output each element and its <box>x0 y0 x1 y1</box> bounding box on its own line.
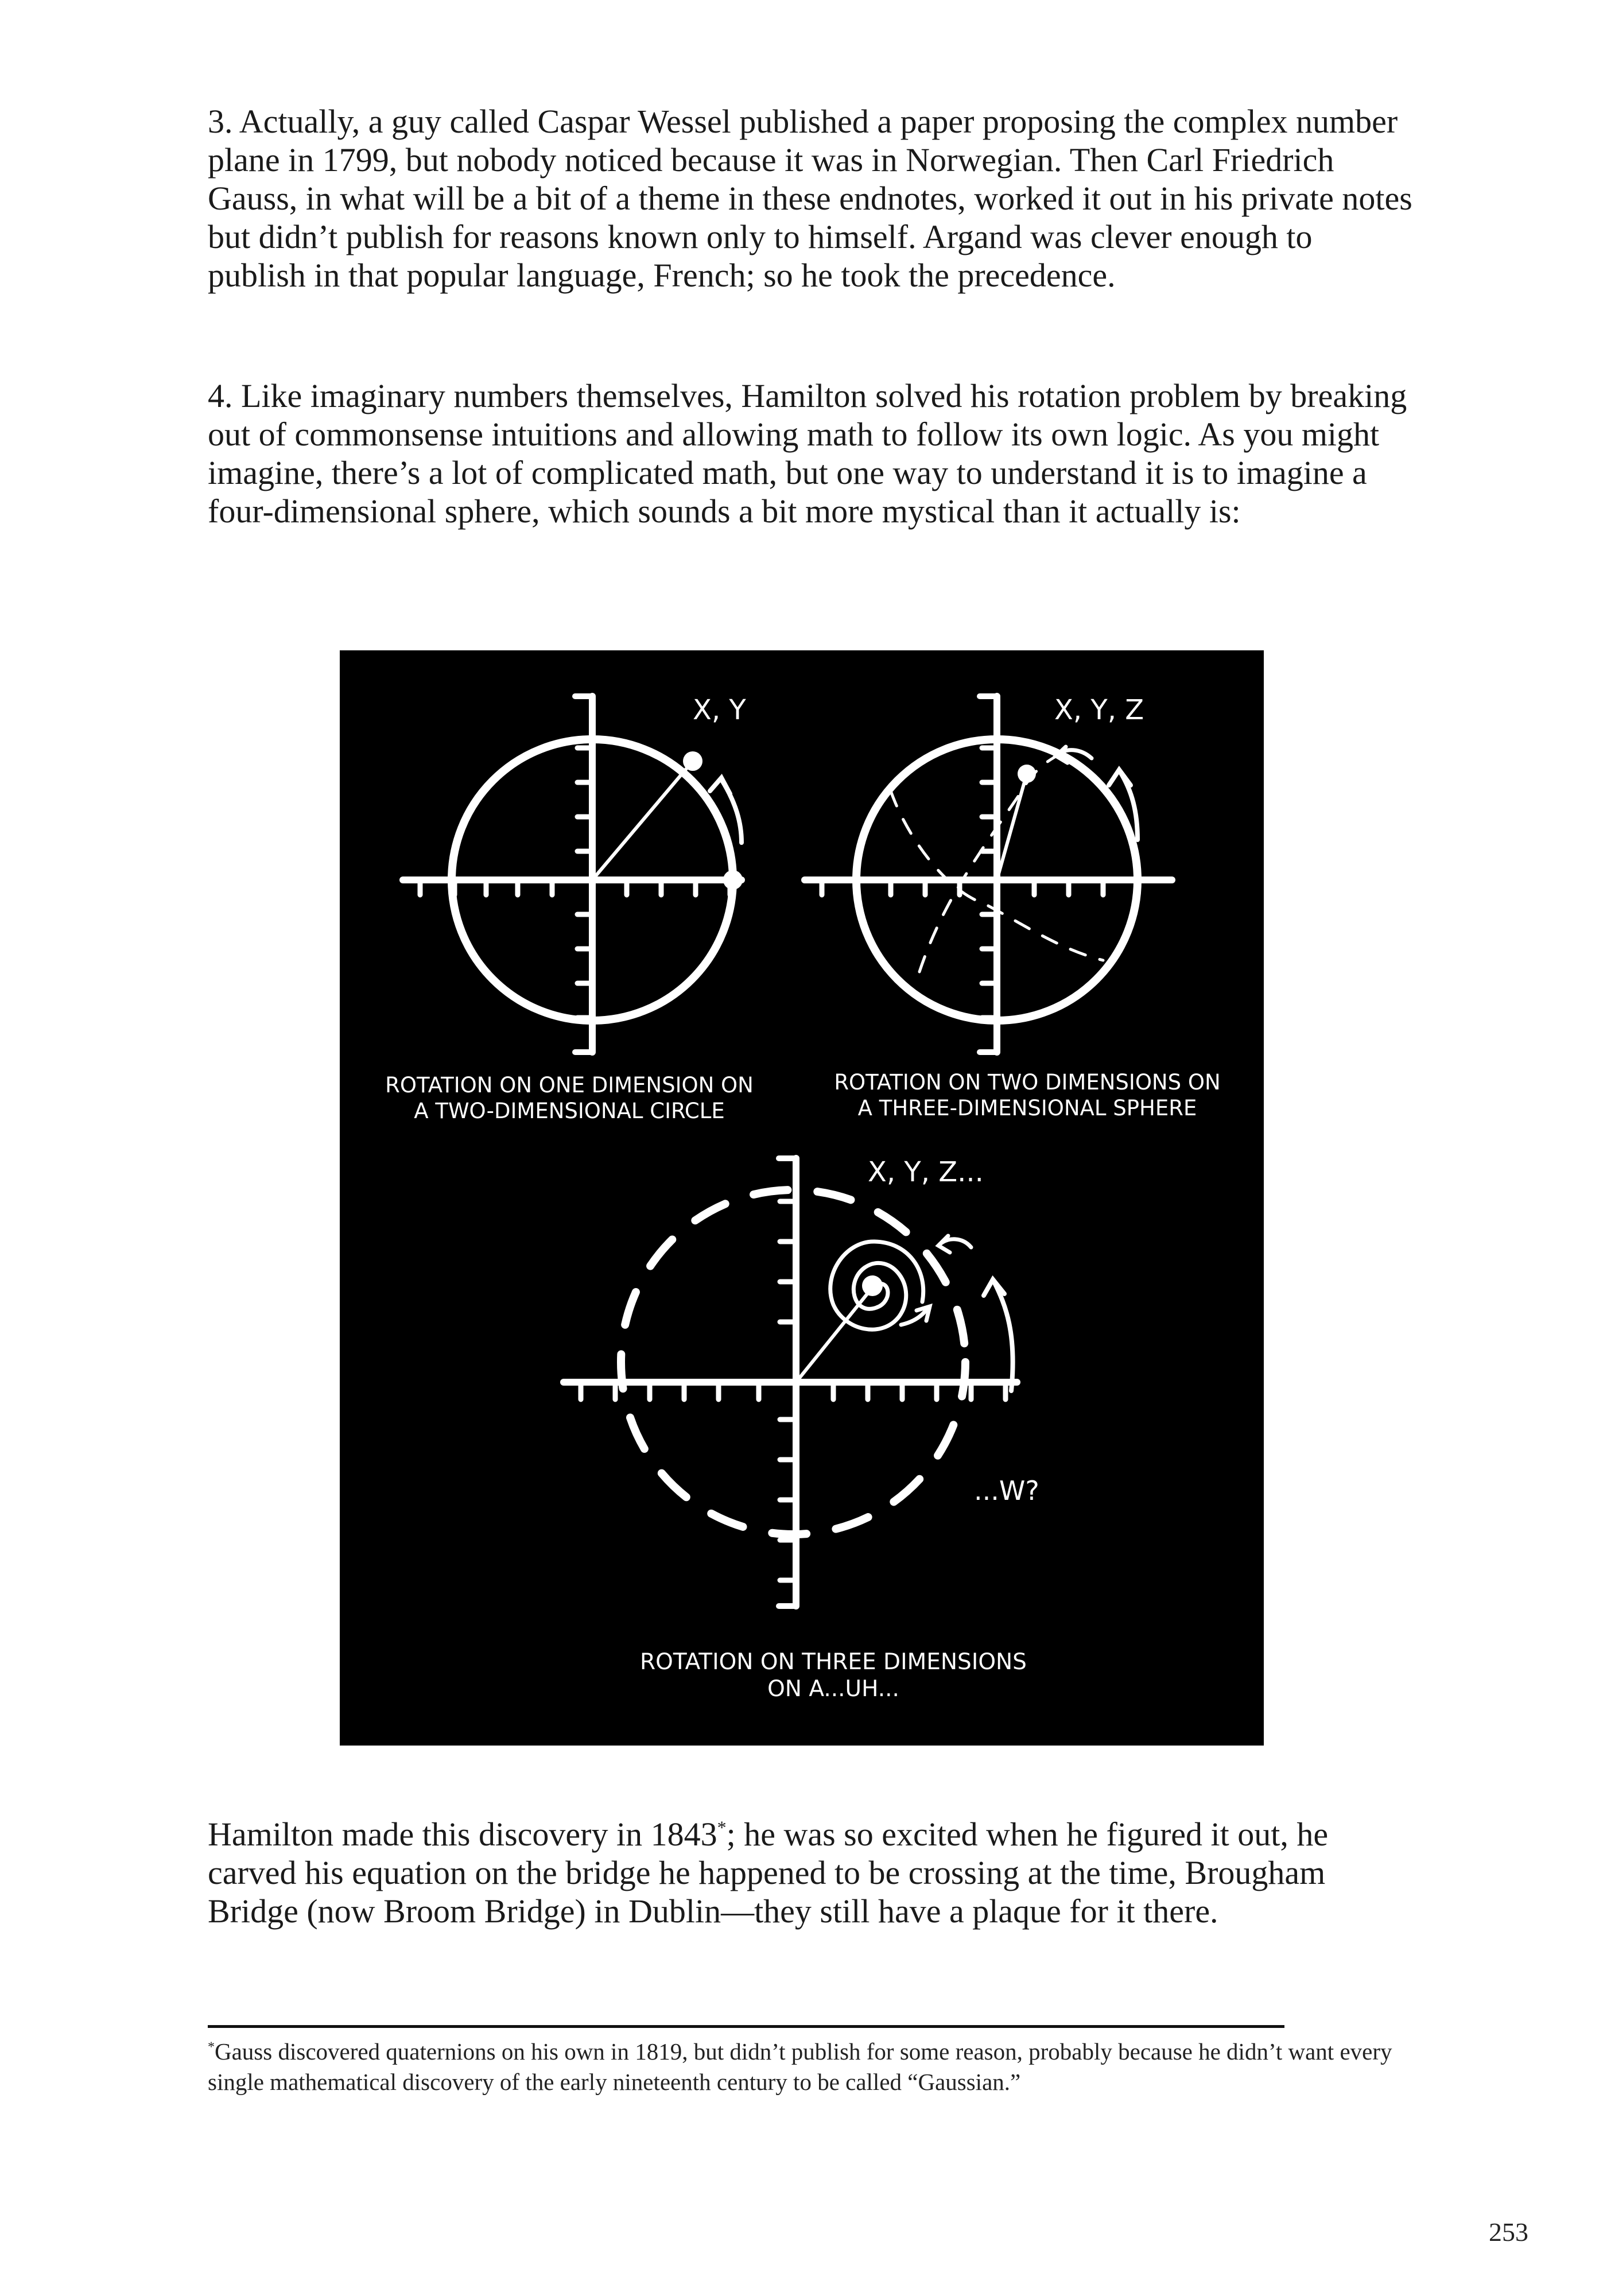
panel-2-point <box>1018 765 1036 783</box>
hamilton-paragraph <box>208 1815 1413 1930</box>
rotation-diagrams <box>340 650 1264 1746</box>
footnote-marker: * <box>717 1817 727 1838</box>
footnote-divider <box>208 2025 1284 2028</box>
panel-2-caption-line-2: A THREE-DIMENSIONAL SPHERE <box>857 1096 1197 1120</box>
panel-1-caption-line-2: A TWO-DIMENSIONAL CIRCLE <box>414 1099 725 1123</box>
panel-2-caption-line-1: ROTATION ON TWO DIMENSIONS ON <box>834 1070 1221 1095</box>
panel-1-axes-label: X, Y <box>693 694 746 726</box>
panel-1-circle-diagram <box>403 696 743 1052</box>
panel-3-hypersphere-diagram <box>564 1158 1017 1606</box>
panel-2-axes-label: X, Y, Z <box>1054 694 1144 726</box>
panel-1-start-point <box>723 870 743 890</box>
page-number: 253 <box>1489 2217 1528 2247</box>
footnote <box>208 2037 1424 2097</box>
hamilton-text-end: ; he was so excited when he figured it out, he carved his equation on the bridge he happened to be crossing at the time, Brougham Bridge (now Broom Bridge) in Dublin—they still have a plaque for it there. <box>208 1816 1329 1930</box>
panel-3-extra-label: ...W? <box>974 1475 1039 1506</box>
panel-2-sphere-diagram <box>805 696 1172 1052</box>
panel-2-radius <box>997 774 1027 880</box>
footnote-text: Gauss discovered quaternions on his own in 1819, but didn’t publish for some reason, probably because he didn’t want every single mathematical discovery of the early nineteenth century to be called “Gaussian.” <box>208 2038 1392 2095</box>
panel-1-point <box>683 751 702 771</box>
endnote-4-paragraph: 4. Like imaginary numbers themselves, Hamilton solved his rotation problem by breaking out of commonsense intuitions and allowing math to follow its own logic. As you might imagine, there’s a lot of complicated math, but one way to understand it is to imagine a four-dimensional sphere, which sounds a bit more mystical than it actually is: <box>208 377 1407 530</box>
panel-3-axes-label: X, Y, Z... <box>868 1156 984 1188</box>
panel-3-rotation-arrow <box>994 1282 1013 1391</box>
rotation-illustration <box>340 650 1264 1746</box>
footnote-symbol: * <box>208 2039 215 2055</box>
panel-3-spiral <box>830 1242 923 1329</box>
panel-1-radius <box>592 761 693 880</box>
panel-1-caption-line-1: ROTATION ON ONE DIMENSION ON <box>385 1073 754 1097</box>
hamilton-text-start: Hamilton made this discovery in 1843 <box>208 1816 717 1853</box>
panel-3-caption-line-1: ROTATION ON THREE DIMENSIONS <box>640 1649 1027 1675</box>
panel-3-caption-line-2: ON A...UH... <box>767 1676 899 1702</box>
endnote-3-paragraph: 3. Actually, a guy called Caspar Wessel published a paper proposing the complex number plane in 1799, but nobody noticed because it was in Norwegian. Then Carl Friedrich Gauss, in what will be a bit of a theme in these endnotes, worked it out in his private notes but didn’t publish for reasons known only to himself. Argand was clever enough to publish in that popular language, French; so he took the precedence. <box>208 103 1412 294</box>
